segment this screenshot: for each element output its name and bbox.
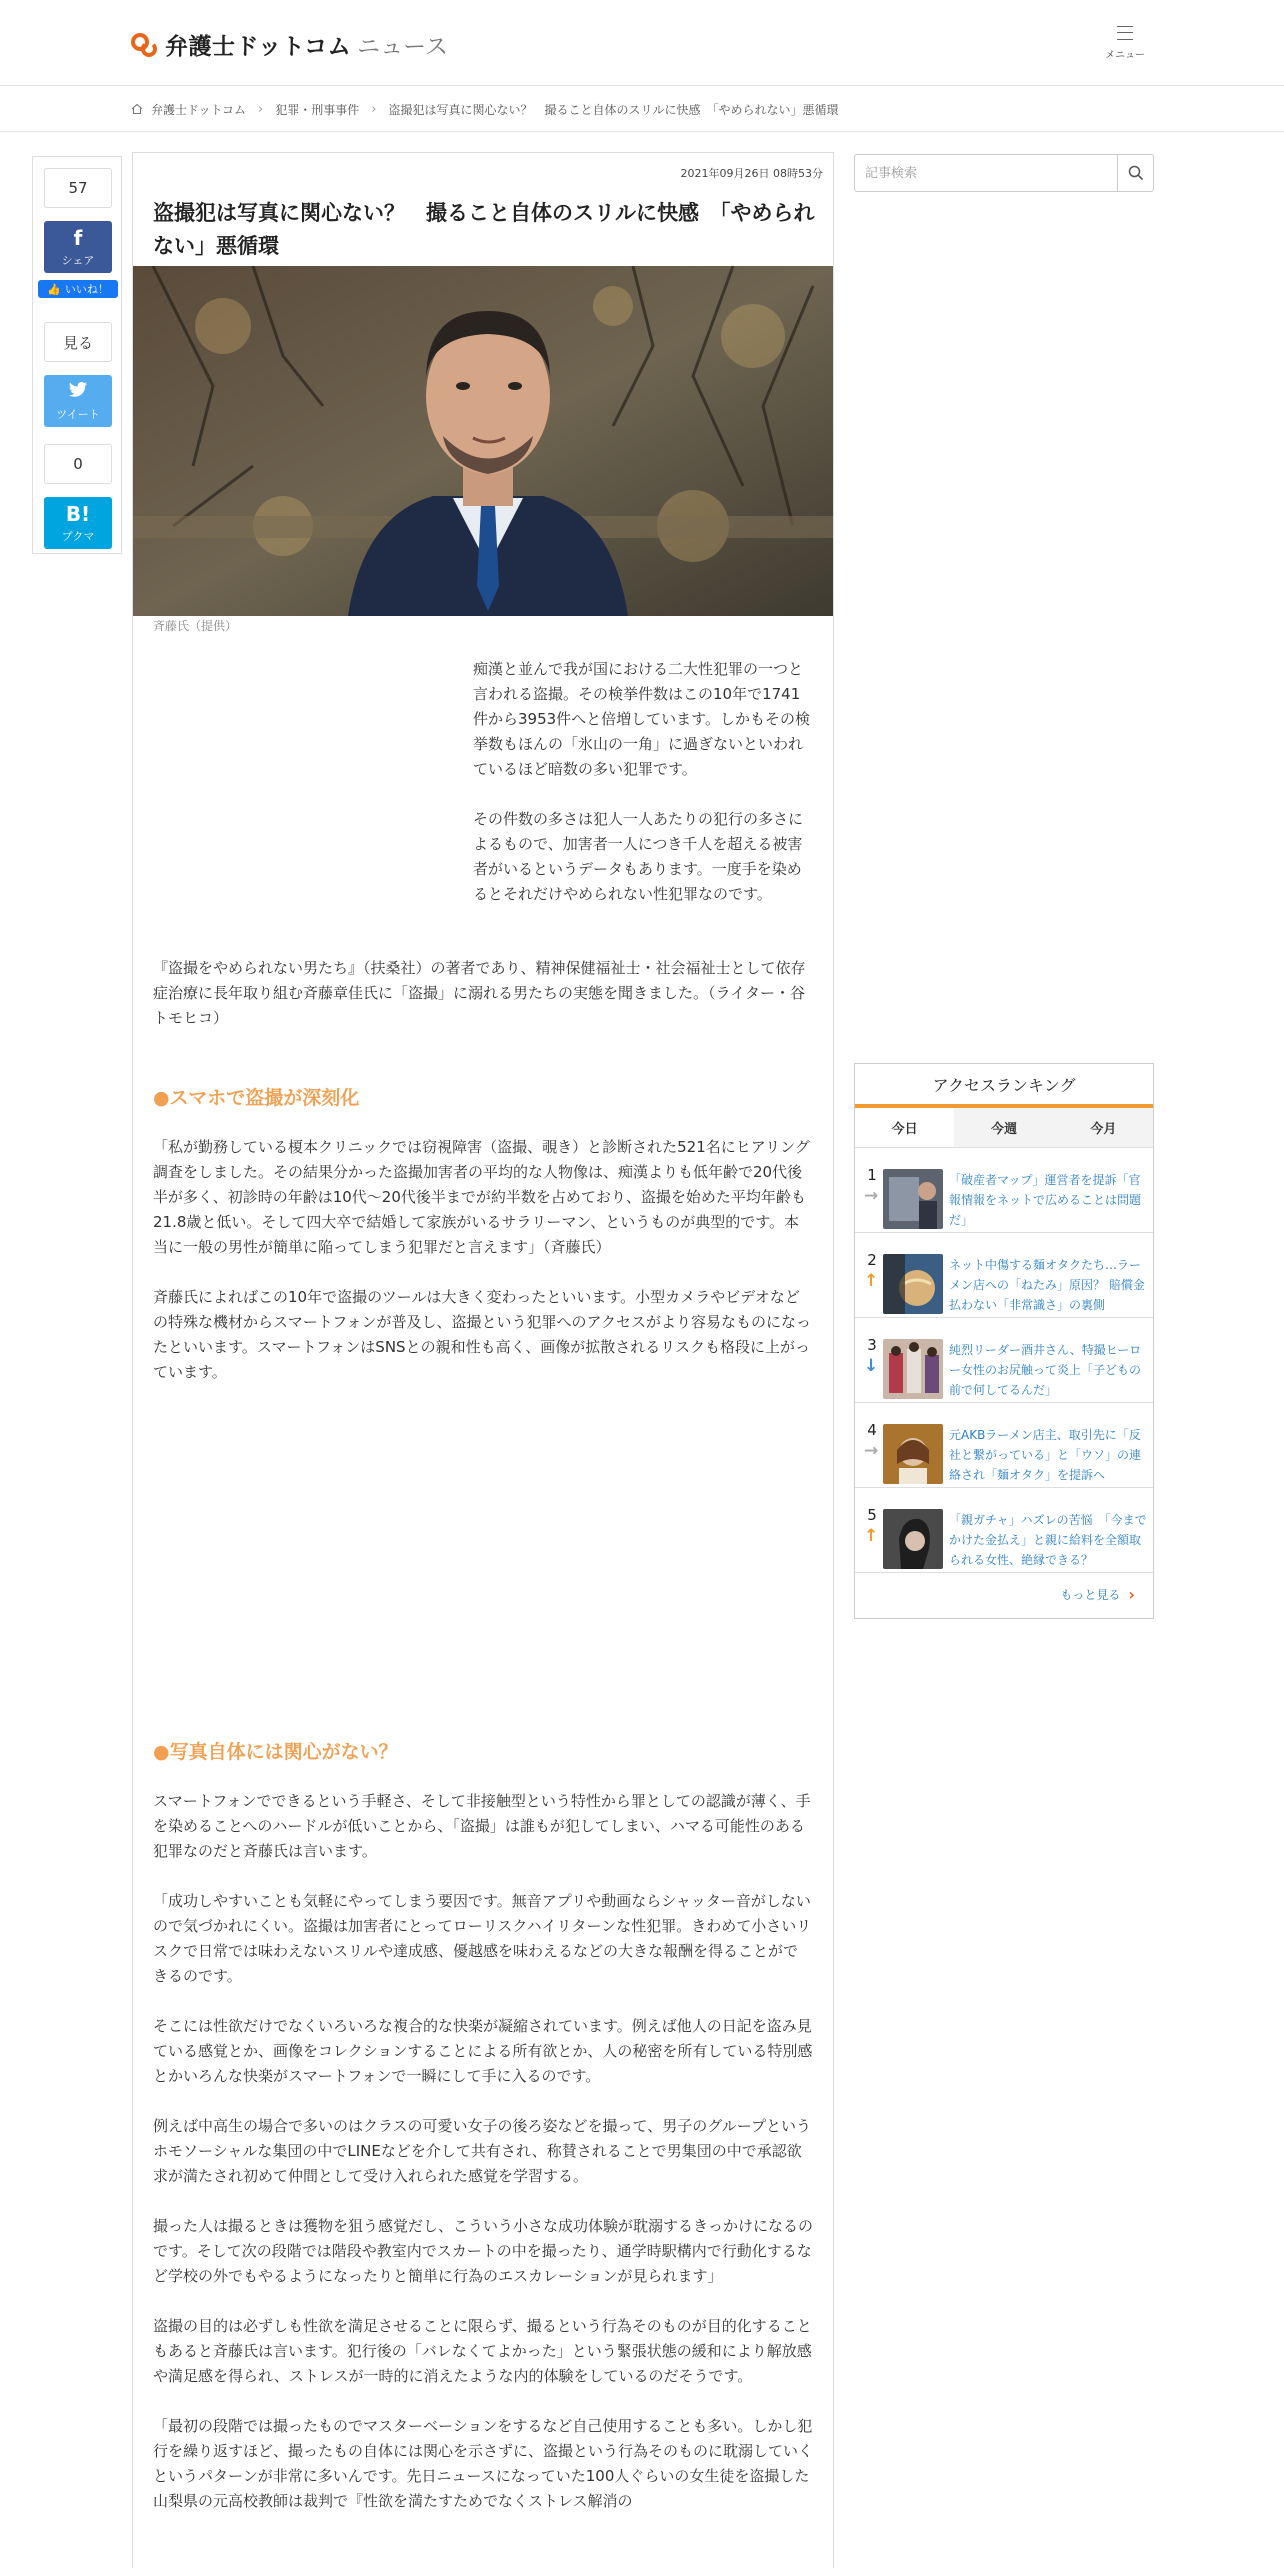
home-icon xyxy=(131,103,143,115)
body-paragraph: 例えば中高生の場合で多いのはクラスの可愛い女子の後ろ姿などを撮って、男子のグループというホモソーシャルな集団の中でLINEなどを介して共有され、称賛されることで男集団の中で承認欲求が満たされ初めて仲間として受け入れられた感覚を学習する。 xyxy=(153,2117,812,2185)
facebook-share-count: 57 xyxy=(44,168,112,208)
more-link[interactable] xyxy=(1060,1585,1135,1604)
ranking-item-title[interactable]: 「破産者マップ」運営者を提訴「官報情報をネットで広めることは問題だ」 xyxy=(949,1173,1142,1227)
menu-label: メニュー xyxy=(1105,50,1145,61)
twitter-bird-icon xyxy=(44,381,112,403)
chevron-right-icon: › xyxy=(1128,1585,1135,1604)
breadcrumb-category[interactable]: 犯罪・刑事事件 xyxy=(275,102,360,117)
menu-button[interactable] xyxy=(1100,22,1150,61)
section-heading: ●スマホで盗撮が深刻化 xyxy=(153,1087,360,1109)
breadcrumb-home[interactable]: 弁護士ドットコム xyxy=(151,102,247,117)
trend-up-icon: ↑ xyxy=(864,1526,879,1546)
tab-this-month[interactable]: 今月 xyxy=(1054,1108,1153,1147)
article-title: 盗撮犯は写真に関心ない？ 撮ること自体のスリルに快感 「やめられない」悪循環 xyxy=(153,201,815,258)
trend-flat-icon: → xyxy=(864,1441,879,1461)
body-paragraph: 盗撮の目的は必ずしも性欲を満足させることに限らず、撮るという行為そのものが目的化することもあると斉藤氏は言います。犯行後の「バレなくてよかった」という緊張状態の緩和により解放感や満足感を得られ、ストレスが一時的に消えたような内的体験をしているのだそうです。 xyxy=(153,2317,812,2385)
ranking-tabs xyxy=(855,1108,1153,1148)
facebook-share-label: シェア xyxy=(61,254,95,267)
breadcrumb xyxy=(131,100,838,118)
logo-sub-text: ニュース xyxy=(357,34,449,60)
breadcrumb-separator-icon: › xyxy=(371,101,377,117)
rank-number: 1 xyxy=(867,1166,877,1184)
ranking-thumbnail xyxy=(883,1169,943,1229)
share-sidebar xyxy=(32,156,122,554)
article-lead xyxy=(473,657,813,932)
ranking-item-title[interactable]: ネット中傷する麺オタクたち…ラーメン店への「ねたみ」原因？ 賠償金払わない「非常識さ」の裏側 xyxy=(949,1258,1145,1312)
lead-paragraph: その件数の多さは犯人一人あたりの犯行の多さによるもので、加害者一人につき千人を超える被害者がいるというデータもあります。一度手を染めるとそれだけやめられない性犯罪なのです。 xyxy=(473,810,804,903)
article-date: 2021年09月26日 08時53分 xyxy=(680,167,823,180)
article-intro xyxy=(153,956,813,1056)
ranking-title: アクセスランキング xyxy=(855,1064,1153,1108)
body-paragraph: 「成功しやすいことも気軽にやってしまう要因です。無音アプリや動画ならシャッター音がしないので気づかれにくい。盗撮は加害者にとってローリスクハイリターンな性犯罪。きわめて小さいリスクで日常では味わえないスリルや達成感、優越感を味わえるなどの大きな報酬を得ることができるのです。 xyxy=(153,1892,812,1985)
search-icon xyxy=(1128,165,1144,181)
ranking-item-title[interactable]: 「親ガチャ」ハズレの苦悩 「今までかけた金払え」と親に給料を全額取られる女性、絶縁できる？ xyxy=(949,1513,1147,1567)
hero-photo xyxy=(133,266,833,616)
ranking-thumbnail xyxy=(883,1424,943,1484)
body-paragraph: スマートフォンでできるという手軽さ、そして非接触型という特性から罪としての認識が薄く、手を染めることへのハードルが低いことから、「盗撮」は誰もが犯してしまい、ハマる可能性のある犯罪なのだと斉藤氏は言います。 xyxy=(153,1792,811,1860)
trend-flat-icon: → xyxy=(864,1186,879,1206)
rank-number: 3 xyxy=(867,1336,877,1354)
ranking-thumbnail xyxy=(883,1254,943,1314)
facebook-icon: f xyxy=(73,226,83,250)
more-link-label: もっと見る xyxy=(1060,1588,1121,1602)
body-paragraph: 「私が勤務している榎本クリニックでは窃視障害（盗撮、覗き）と診断された521名にヒアリング調査をしました。その結果分かった盗撮加害者の平均的な人物像は、痴漢よりも低年齢で20代後半が多く、初診時の年齢は10代～20代後半までが約半数を占めており、盗撮を始めた平均年齢も21.8歳と低い。そして四大卒で結婚して家族がいるサラリーマン、というものが典型的です。本当に一般の男性が簡単に陥ってしまう犯罪だと言えます」（斉藤氏） xyxy=(153,1138,810,1256)
lead-paragraph: 痴漢と並んで我が国における二大性犯罪の一つと言われる盗撮。その検挙件数はこの10年で1741件から3953件へと倍増しています。しかもその検挙数もほんの「氷山の一角」に過ぎないといわれているほど暗数の多い犯罪です。 xyxy=(473,660,810,778)
ranking-item[interactable] xyxy=(855,1148,1153,1233)
search-input[interactable] xyxy=(855,155,1117,191)
site-header xyxy=(0,0,1284,86)
site-logo[interactable] xyxy=(131,28,448,61)
tab-today[interactable]: 今日 xyxy=(855,1108,954,1147)
breadcrumb-current: 盗撮犯は写真に関心ない？ 撮ること自体のスリルに快感 「やめられない」悪循環 xyxy=(388,102,839,117)
ranking-item[interactable] xyxy=(855,1488,1153,1573)
ranking-thumbnail xyxy=(883,1509,943,1569)
hatena-bookmark-count: 0 xyxy=(44,444,112,484)
ranking-item-title[interactable]: 元AKBラーメン店主、取引先に「反社と繋がっている」と「ウソ」の連絡され「麺オタク」を提訴へ xyxy=(949,1428,1142,1482)
rank-number: 4 xyxy=(867,1421,877,1439)
tweet-label: ツイート xyxy=(56,408,100,421)
breadcrumb-divider xyxy=(0,131,1284,132)
tab-this-week[interactable]: 今週 xyxy=(954,1108,1053,1147)
rank-number: 2 xyxy=(867,1251,877,1269)
body-paragraph: 斉藤氏によればこの10年で盗撮のツールは大きく変わったといいます。小型カメラやビデオなどの特殊な機材からスマートフォンが普及し、盗撮という犯罪へのアクセスがより容易なものになったといいます。スマートフォンはSNSとの親和性も高く、画像が拡散されるリスクも格段に上がっています。 xyxy=(153,1288,812,1381)
hatena-bookmark-label: ブクマ xyxy=(61,530,95,543)
search-box xyxy=(854,154,1154,192)
hatena-bookmark-icon: B! xyxy=(65,502,91,526)
thumbs-up-icon: 👍 xyxy=(47,282,61,296)
facebook-share-button[interactable] xyxy=(44,221,112,273)
body-paragraph: 撮った人は撮るときは獲物を狙う感覚だし、こういう小さな成功体験が耽溺するきっかけになるのです。そして次の段階では階段や教室内でスカートの中を撮ったり、通学時駅構内で行動化するなど学校の外でもやるようになったりと簡単に行為のエスカレーションが見られます」 xyxy=(153,2217,814,2285)
hatena-bookmark-button[interactable] xyxy=(44,497,112,549)
facebook-like-button[interactable] xyxy=(38,280,118,298)
photo-caption: 斉藤氏（提供） xyxy=(153,619,238,633)
tweet-count[interactable]: 見る xyxy=(44,322,112,362)
hero-photo-illustration xyxy=(133,266,833,616)
ranking-item[interactable] xyxy=(855,1318,1153,1403)
tweet-button[interactable] xyxy=(44,375,112,427)
ranking-thumbnail xyxy=(883,1339,943,1399)
intro-paragraph: 『盗撮をやめられない男たち』（扶桑社）の著者であり、精神保健福祉士・社会福祉士として依存症治療に長年取り組む斉藤章佳氏に「盗撮」に溺れる男たちの実態を聞きました。（ライター・谷トモヒコ） xyxy=(153,959,806,1027)
article xyxy=(132,152,834,2568)
breadcrumb-separator-icon: › xyxy=(258,101,264,117)
access-ranking xyxy=(854,1063,1154,1619)
search-button[interactable] xyxy=(1117,155,1153,191)
ranking-item[interactable] xyxy=(855,1233,1153,1318)
like-label: いいね！ xyxy=(64,283,109,296)
logo-mark-icon xyxy=(131,31,159,59)
hamburger-icon xyxy=(1117,26,1133,40)
section-body xyxy=(153,1135,813,1410)
ranking-item[interactable] xyxy=(855,1403,1153,1488)
body-paragraph: 「最初の段階では撮ったものでマスターベーションをするなど自己使用することも多い。しかし犯行を繰り返すほど、撮ったもの自体には関心を示さずに、盗撮という行為そのものに耽溺していくというパターンが非常に多いんです。先日ニュースになっていた100人ぐらいの女生徒を盗撮した山梨県の元高校教師は裁判で『性欲を満たすためでなくストレス解消の xyxy=(153,2417,814,2510)
trend-up-icon: ↑ xyxy=(864,1271,879,1291)
rank-number: 5 xyxy=(867,1506,877,1524)
section-body xyxy=(153,1789,813,2539)
logo-main-text: 弁護士ドットコム xyxy=(165,34,352,60)
section-heading: ●写真自体には関心がない？ xyxy=(153,1741,398,1763)
body-paragraph: そこには性欲だけでなくいろいろな複合的な快楽が凝縮されています。例えば他人の日記を盗み見ている感覚とか、画像をコレクションすることによる所有欲とか、人の秘密を所有している特別感とかいろんな快楽がスマートフォンで一瞬にして手に入るのです。 xyxy=(153,2017,813,2085)
trend-down-icon: ↓ xyxy=(864,1356,879,1376)
ranking-item-title[interactable]: 純烈リーダー酒井さん、特撮ヒーロー女性のお尻触って炎上「子どもの前で何してるんだ」 xyxy=(949,1343,1142,1397)
